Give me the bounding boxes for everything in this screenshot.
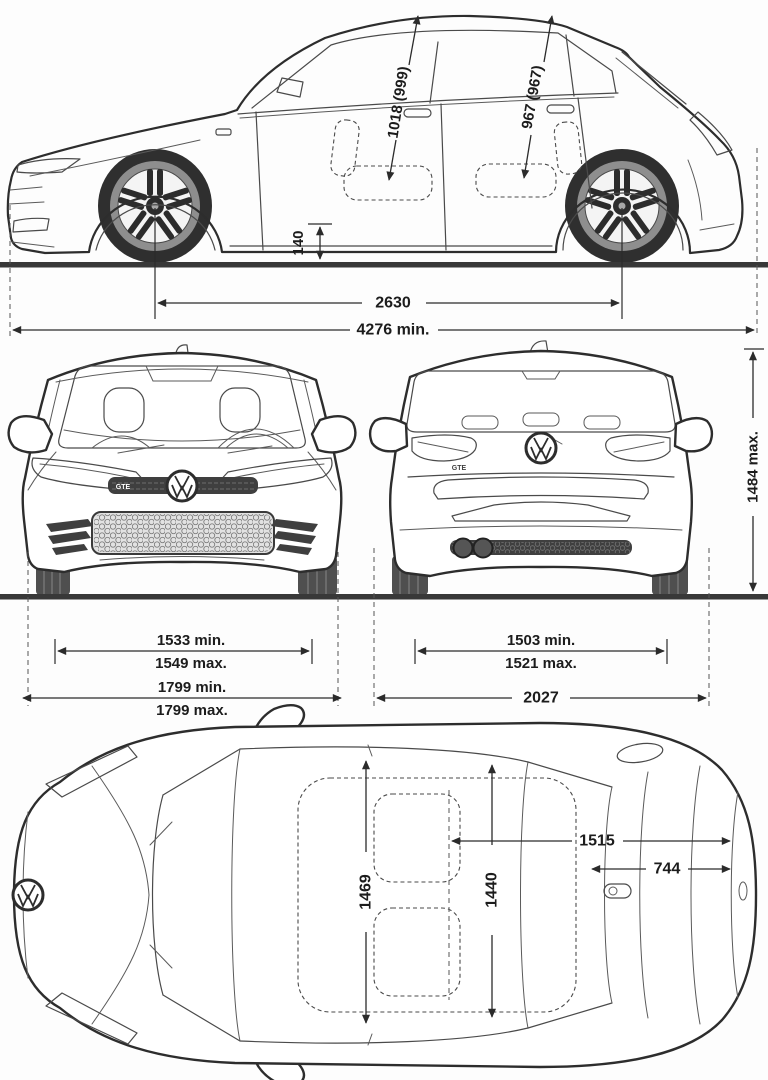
- side-glasshouse: [238, 30, 686, 118]
- dim-front-width-max-label: 1799 max.: [156, 702, 228, 719]
- front-mirror-left: [9, 416, 52, 452]
- dim-front-track-min-label: 1533 min.: [156, 632, 226, 649]
- dim-rear-headroom-label: 967 (967): [518, 64, 547, 131]
- front-antenna: [176, 345, 188, 353]
- front-fog-slats-left: [46, 519, 93, 555]
- dim-overall-height-label: 1484 max.: [744, 431, 762, 503]
- rear-mirror-right: [675, 418, 712, 451]
- top-body-outline: [14, 723, 756, 1067]
- side-seats-dashed: [330, 119, 583, 200]
- front-door-handle: [404, 109, 431, 117]
- dim-interior-length-label: 1515: [579, 832, 615, 850]
- dim-rear-track-max-label: 1521 max.: [505, 655, 577, 672]
- top-vw-logo: [13, 880, 43, 910]
- dim-front-width-min-label: 1799 min.: [157, 679, 227, 696]
- side-mirror: [277, 78, 303, 97]
- dim-ground-clearance-label: 140: [290, 230, 307, 256]
- dim-rear-width-mirrors-label: 2027: [523, 689, 559, 707]
- front-fog-slats-right: [271, 519, 318, 555]
- top-view: [13, 705, 756, 1080]
- front-mirror-right: [312, 416, 355, 452]
- front-rear-ground-line: [0, 594, 768, 600]
- exhaust-tip-left: [454, 539, 473, 558]
- rear-gte-badge: GTE: [451, 465, 467, 472]
- side-ground-line: [0, 262, 768, 268]
- dim-rear-interior-width-label: 1440: [483, 872, 501, 908]
- front-view: [9, 345, 356, 595]
- rear-lower-grille: [450, 539, 632, 558]
- dim-front-interior-width-label: 1469: [357, 874, 375, 910]
- dim-cargo-length-label: 744: [653, 860, 681, 878]
- dim-wheelbase-label: 2630: [375, 294, 411, 312]
- front-vw-logo: [167, 471, 197, 501]
- dim-front-track-max-label: 1549 max.: [155, 655, 227, 672]
- side-gte-badge: [216, 129, 231, 135]
- front-lower-grille: [92, 512, 274, 554]
- dim-overall-length-label: 4276 min.: [356, 321, 430, 339]
- dim-rear-track-min-label: 1503 min.: [506, 632, 576, 649]
- front-gte-badge: GTE: [115, 484, 131, 491]
- side-view: [0, 16, 768, 268]
- rear-vw-logo: [526, 433, 556, 463]
- rear-door-handle: [547, 105, 574, 113]
- exhaust-tip-right: [474, 539, 493, 558]
- dim-front-headroom-label: 1018 (999): [384, 65, 413, 140]
- rear-mirror-left: [370, 418, 407, 451]
